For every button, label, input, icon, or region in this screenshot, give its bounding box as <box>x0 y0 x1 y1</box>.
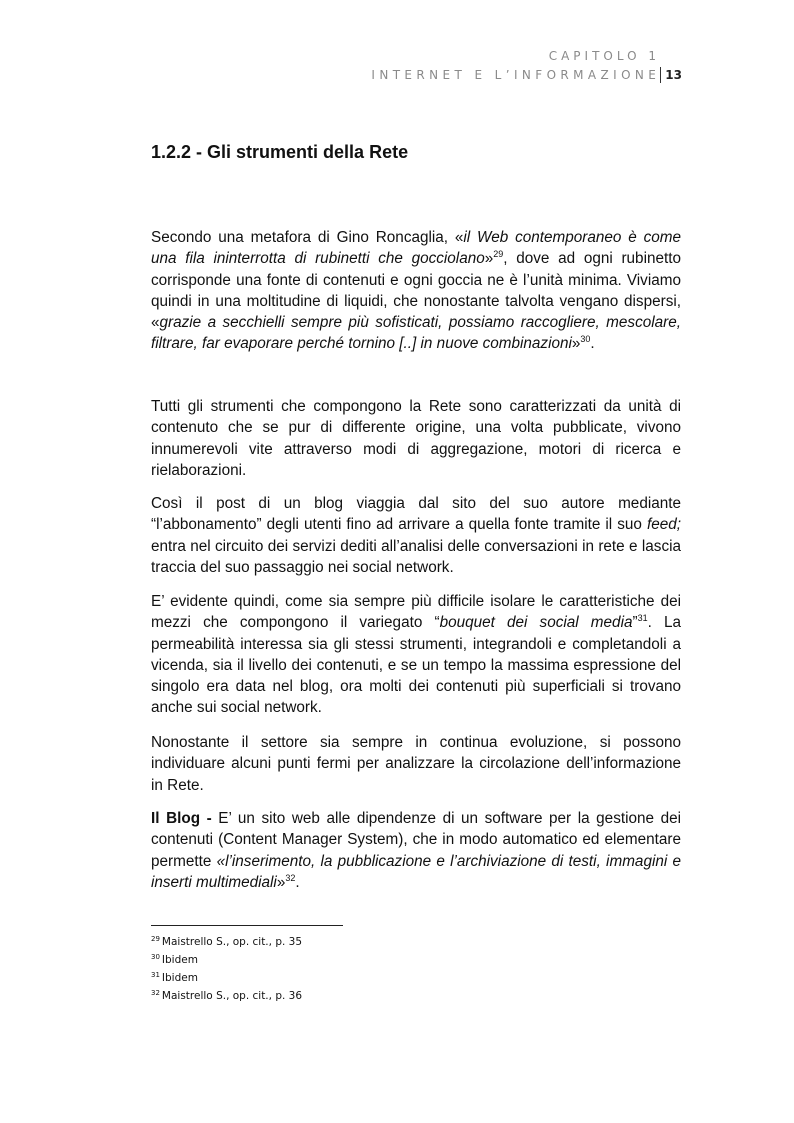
footnote: $^{32}$ Maistrello S., op. cit., p. 36 <box>151 989 303 1002</box>
running-header <box>371 67 682 83</box>
running-header-chapter: CAPITOLO 1 <box>548 49 660 63</box>
footnote-ref: 32 <box>285 872 296 883</box>
footnote-ref: 31 <box>637 613 648 624</box>
paragraph-social-media-bouquet: E’ evidente quindi, come sia sempre più difficile isolare le caratteristiche dei mezzi che compongono il variegato “bouquet dei social media”$^{31}$. La permeabilità interessa sia gli stessi strumenti, integrandoli e completandoli a vicenda, sia il livello dei contenuti, e se un tempo la massima espressione del singolo era data nel blog, ora molti dei contenuti più superficiali si trovano anche sui social network. <box>151 593 682 717</box>
footnote: $^{29}$ Maistrello S., op. cit., p. 35 <box>151 935 303 948</box>
running-header-title: INTERNET E L’INFORMAZIONE <box>371 68 661 82</box>
header-divider <box>660 67 661 83</box>
footnotes <box>151 933 302 1005</box>
paragraph-fixed-points: Nonostante il settore sia sempre in continua evoluzione, si possono individuare alcuni punti fermi per analizzare la circolazione dell’informazione in Rete. <box>151 734 681 794</box>
paragraph-blog-definition: Il Blog - E’ un sito web alle dipendenze di un software per la gestione dei contenuti (Content Manager System), che in modo automatico ed elementare permette «l’inserimento, la pubblicazione e l’archiviazione di testi, immagini e inserti multimediali»$^{32}$. <box>151 810 681 891</box>
footnote-ref: 29 <box>493 249 504 260</box>
footnote: $^{30}$ Ibidem <box>151 953 198 966</box>
footnote: $^{31}$ Ibidem <box>151 971 198 984</box>
paragraph-blog-post-journey: Così il post di un blog viaggia dal sito del suo autore mediante “l’abbonamento” degli utenti fino ad arrivare a quella fonte tramite il suo feed; entra nel circuito dei servizi dediti all’analisi delle conversazioni in rete e lascia traccia del suo passaggio nei social network. <box>151 495 681 576</box>
footnote-ref: 30 <box>580 334 591 345</box>
paragraph-roncaglia-metaphor: Secondo una metafora di Gino Roncaglia, «il Web contemporaneo è come una fila ininterrotta di rubinetti che gocciolano»$^{29}$, dove ad ogni rubinetto corrisponde una fonte di contenuti e ogni goccia ne è l’unità minima. Viviamo quindi in una moltitudine di liquidi, che nonostante talvolta vengano dispersi, «grazie a secchielli sempre più sofisticati, possiamo raccogliere, mescolare, filtrare, far evaporare perché tornino [..] in nuove combinazioni»$^{30}$. <box>151 229 681 353</box>
section-heading: 1.2.2 - Gli strumenti della Rete <box>151 142 409 162</box>
paragraph-content-units: Tutti gli strumenti che compongono la Rete sono caratterizzati da unità di contenuto che se pur di differente origine, una volta pubblicate, vivono innumerevoli vite attraverso modi di aggregazione, motori di ricerca e rielaborazioni. <box>151 398 681 479</box>
page-number: 13 <box>665 68 682 82</box>
footnote-separator <box>151 925 343 926</box>
